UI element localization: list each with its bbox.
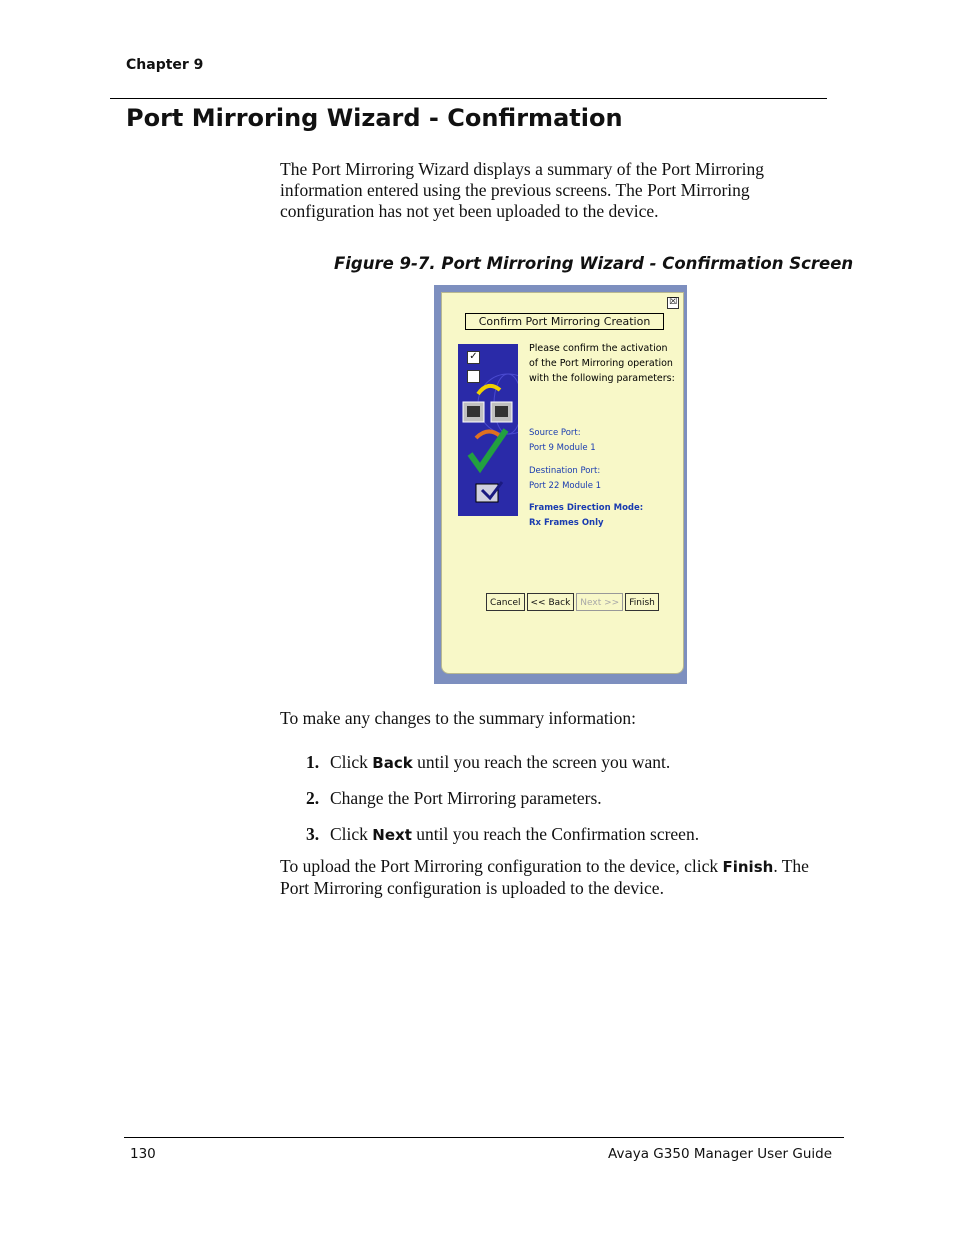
step-command: Next <box>372 826 412 844</box>
upload-text: . The Port Mirroring configuration is uploaded to the device. <box>280 856 809 898</box>
step-number: 1. <box>306 752 320 772</box>
list-item <box>306 750 699 786</box>
wizard-button-row <box>486 593 659 611</box>
frames-mode-value: Rx Frames Only <box>529 518 604 528</box>
intro-paragraph: The Port Mirroring Wizard displays a summary of the Port Mirroring information entered using the previous screens. The Port Mirroring configuration has not yet been uploaded to the device. <box>280 159 765 221</box>
close-icon[interactable]: ☒ <box>668 297 678 307</box>
upload-text: To upload the Port Mirroring configuration to the device, click <box>280 856 723 876</box>
checked-box-icon: ✓ <box>467 351 480 364</box>
finish-command: Finish <box>722 858 774 876</box>
step-text: Click <box>330 824 373 844</box>
guide-title: Avaya G350 Manager User Guide <box>608 1146 832 1162</box>
steps-list <box>306 750 699 858</box>
step-text: until you reach the screen you want. <box>412 752 671 772</box>
wizard-dialog-body <box>441 292 684 674</box>
destination-port-label: Destination Port: <box>529 466 601 476</box>
list-item <box>306 822 699 858</box>
changes-intro: To make any changes to the summary information: <box>280 708 636 728</box>
step-text: Click <box>330 752 373 772</box>
list-item <box>306 786 699 822</box>
chapter-label: Chapter 9 <box>126 57 204 73</box>
cancel-button[interactable]: Cancel <box>486 593 525 611</box>
destination-port-value: Port 22 Module 1 <box>529 481 602 491</box>
step-command: Back <box>372 754 413 772</box>
step-text: Change the Port Mirroring parameters. <box>330 788 602 808</box>
confirm-intro-text: Please confirm the activation of the Port Mirroring operation with the following parameters: <box>529 343 675 384</box>
footer-rule <box>124 1137 844 1138</box>
frames-mode-label: Frames Direction Mode: <box>529 503 644 513</box>
step-number: 2. <box>306 788 320 808</box>
section-title: Port Mirroring Wizard - Confirmation <box>126 104 623 132</box>
step-number: 3. <box>306 824 320 844</box>
finish-button[interactable]: Finish <box>625 593 659 611</box>
source-port-value: Port 9 Module 1 <box>529 443 596 453</box>
dialog-title: Confirm Port Mirroring Creation <box>465 313 664 330</box>
header-rule <box>110 98 827 99</box>
page-number: 130 <box>130 1146 156 1162</box>
back-button[interactable]: << Back <box>527 593 575 611</box>
wizard-graphic <box>458 344 518 516</box>
figure-caption: Figure 9-7. Port Mirroring Wizard - Confirmation Screen <box>334 254 854 273</box>
source-port-label: Source Port: <box>529 428 581 438</box>
wizard-dialog-screenshot <box>434 285 687 684</box>
step-text: until you reach the Confirmation screen. <box>411 824 700 844</box>
network-ports-icon <box>458 344 518 516</box>
upload-paragraph <box>280 856 840 899</box>
next-button[interactable]: Next >> <box>576 593 623 611</box>
